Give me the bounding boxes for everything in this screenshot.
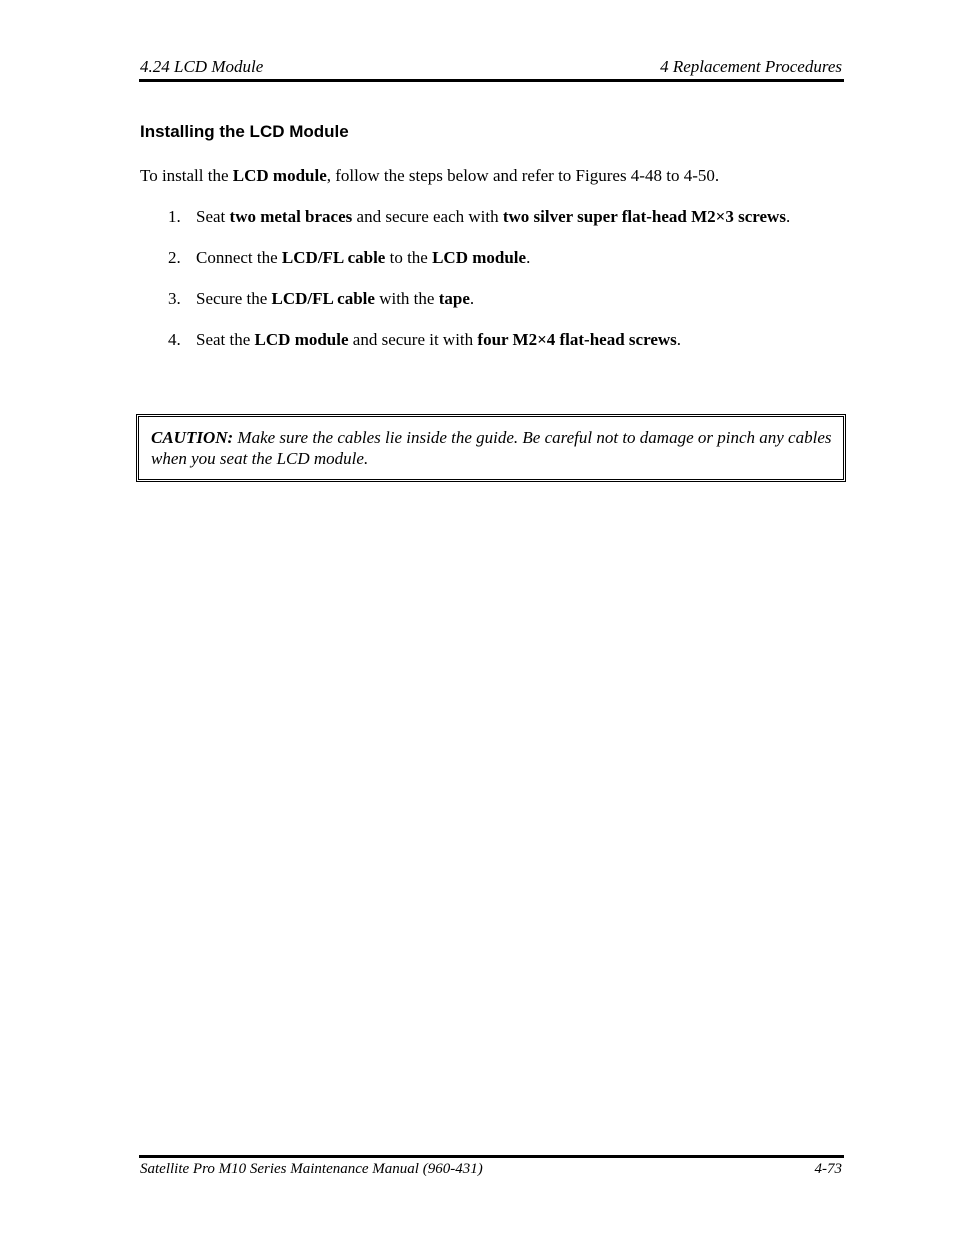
- step-text-part: to the: [385, 248, 433, 267]
- step-bold-part: two metal braces: [229, 207, 353, 226]
- step-item: [168, 206, 808, 228]
- step-text-part: Connect the: [196, 248, 282, 267]
- caution-label: CAUTION:: [151, 428, 234, 447]
- footer-rule: [139, 1155, 844, 1158]
- step-text-part: .: [469, 289, 475, 308]
- step-bold-part: tape: [438, 289, 470, 308]
- step-number: 2.: [168, 248, 181, 267]
- step-item: [168, 247, 808, 269]
- step-number: 1.: [168, 207, 181, 226]
- page-footer: [140, 1160, 842, 1178]
- steps-list: [168, 206, 808, 370]
- section-title: Installing the LCD Module: [140, 122, 349, 141]
- step-text-part: .: [676, 330, 682, 349]
- footer-page-number: 4-73: [814, 1161, 842, 1177]
- step-item: [168, 288, 808, 310]
- step-number: 3.: [168, 289, 181, 308]
- step-text-part: Seat: [196, 207, 230, 226]
- intro-text-2: , follow the steps below and refer to Figures 4-48 to 4-50.: [326, 166, 720, 185]
- step-bold-part: LCD module: [432, 248, 527, 267]
- step-bold-part: LCD/FL cable: [271, 289, 375, 308]
- intro-paragraph: [140, 165, 842, 187]
- step-bold-part: LCD/FL cable: [281, 248, 386, 267]
- step-bold-part: LCD module: [254, 330, 349, 349]
- step-text: [196, 247, 808, 269]
- step-text-part: .: [526, 248, 531, 267]
- caution-text: Make sure the cables lie inside the guide. Be careful not to damage or pinch any cables when you seat the LCD module.: [151, 428, 832, 468]
- step-text-part: and secure it with: [348, 330, 478, 349]
- intro-text-1: To install the: [140, 166, 233, 185]
- header-chapter: 4 Replacement Procedures: [660, 57, 842, 76]
- step-text-part: Secure the: [196, 289, 272, 308]
- intro-bold-1: LCD module: [232, 166, 327, 185]
- page-header: [140, 56, 842, 78]
- step-text-part: .: [785, 207, 791, 226]
- footer-manual-title: Satellite Pro M10 Series Maintenance Manual (960-431): [140, 1161, 483, 1177]
- header-section: 4.24 LCD Module: [140, 57, 264, 76]
- step-text-part: Seat the: [196, 330, 255, 349]
- step-item: [168, 329, 808, 351]
- step-text: [196, 206, 808, 228]
- step-bold-part: four M2×4 flat-head screws: [477, 330, 677, 349]
- step-number: 4.: [168, 330, 181, 349]
- step-text: [196, 288, 808, 310]
- step-text-part: and secure each with: [352, 207, 503, 226]
- step-text: [196, 329, 808, 351]
- caution-note: [151, 427, 836, 469]
- step-bold-part: two silver super flat-head M2×3 screws: [502, 207, 786, 226]
- header-rule: [139, 79, 844, 82]
- step-text-part: with the: [374, 289, 439, 308]
